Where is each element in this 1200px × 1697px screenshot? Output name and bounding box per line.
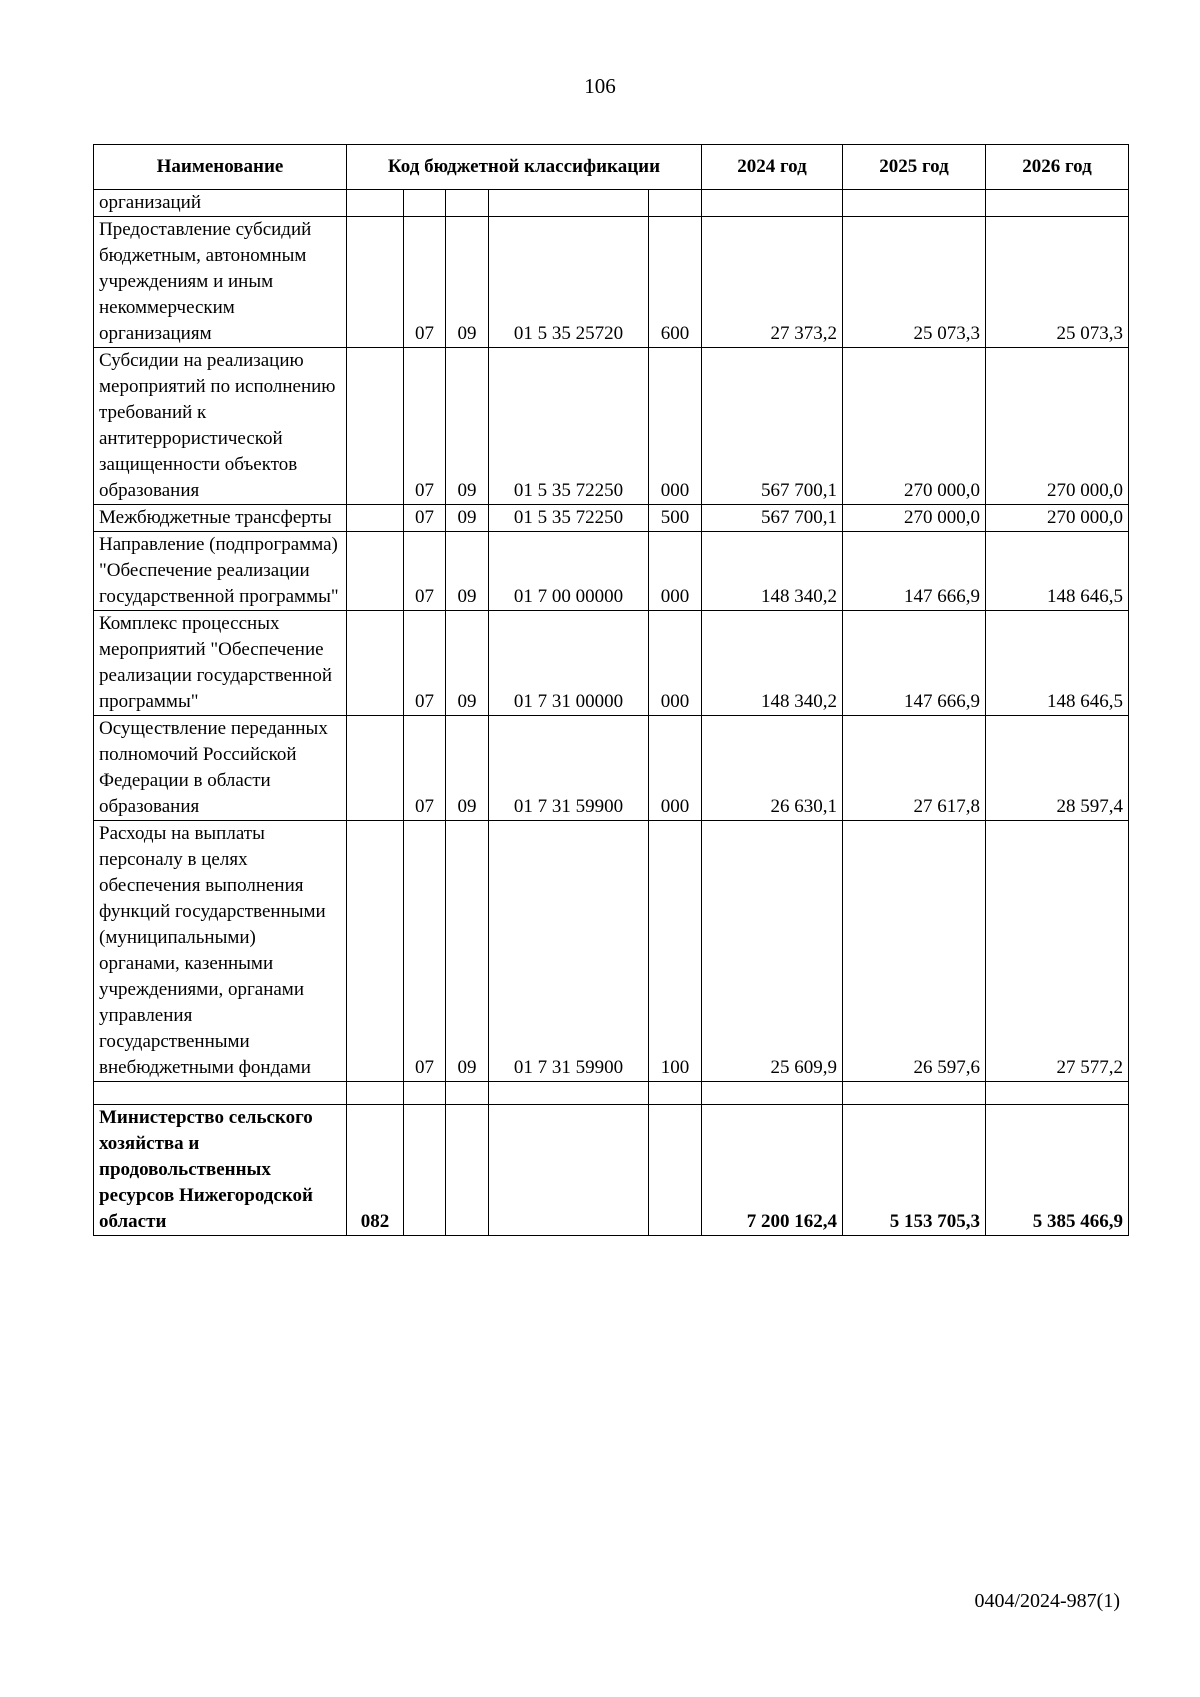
value-2024: 567 700,1 [702,505,843,532]
code-section: 07 [404,532,446,611]
code-ministry [347,1082,404,1105]
code-section [404,1082,446,1105]
code-target-article: 01 5 35 72250 [489,348,649,505]
code-target-article [489,190,649,217]
code-subsection: 09 [446,505,489,532]
code-expense-type [649,190,702,217]
code-section [404,1105,446,1236]
value-2026: 148 646,5 [986,532,1129,611]
code-section: 07 [404,348,446,505]
table-row [94,505,1129,532]
code-expense-type: 000 [649,532,702,611]
value-2024 [702,1082,843,1105]
code-expense-type: 000 [649,716,702,821]
code-target-article [489,1105,649,1236]
table-row [94,532,1129,611]
code-section [404,190,446,217]
table-row [94,716,1129,821]
row-name: Комплекс процессных мероприятий "Обеспечение реализации государственной программы" [94,611,347,716]
budget-table [93,144,1129,1236]
value-2025 [843,1082,986,1105]
code-ministry [347,821,404,1082]
code-target-article: 01 5 35 25720 [489,217,649,348]
value-2024: 567 700,1 [702,348,843,505]
value-2025: 26 597,6 [843,821,986,1082]
value-2025: 147 666,9 [843,611,986,716]
value-2025: 270 000,0 [843,505,986,532]
code-subsection: 09 [446,716,489,821]
code-subsection [446,190,489,217]
code-subsection: 09 [446,611,489,716]
code-section: 07 [404,716,446,821]
value-2026 [986,1082,1129,1105]
table-row [94,217,1129,348]
row-name [94,1082,347,1105]
code-section: 07 [404,217,446,348]
row-name: организаций [94,190,347,217]
code-ministry [347,190,404,217]
value-2024 [702,190,843,217]
code-ministry [347,217,404,348]
value-2024: 26 630,1 [702,716,843,821]
code-expense-type [649,1105,702,1236]
code-section: 07 [404,821,446,1082]
table-header-row [94,145,1129,190]
value-2026: 25 073,3 [986,217,1129,348]
code-target-article: 01 7 31 00000 [489,611,649,716]
value-2025: 5 153 705,3 [843,1105,986,1236]
row-name: Межбюджетные трансферты [94,505,347,532]
code-expense-type: 600 [649,217,702,348]
value-2024: 148 340,2 [702,532,843,611]
header-2024: 2024 год [702,145,843,190]
row-name: Министерство сельского хозяйства и продовольственных ресурсов Нижегородской области [94,1105,347,1236]
document-id: 0404/2024-987(1) [974,1590,1120,1612]
row-name: Осуществление переданных полномочий Российской Федерации в области образования [94,716,347,821]
table-row [94,611,1129,716]
value-2026: 28 597,4 [986,716,1129,821]
value-2026: 270 000,0 [986,505,1129,532]
table-row-ministry-total [94,1105,1129,1236]
value-2024: 25 609,9 [702,821,843,1082]
table-row [94,348,1129,505]
code-ministry [347,348,404,505]
value-2024: 27 373,2 [702,217,843,348]
row-name: Направление (подпрограмма) "Обеспечение реализации государственной программы" [94,532,347,611]
code-section: 07 [404,505,446,532]
code-expense-type: 100 [649,821,702,1082]
value-2026: 5 385 466,9 [986,1105,1129,1236]
row-name: Предоставление субсидий бюджетным, автономным учреждениям и иным некоммерческим организациям [94,217,347,348]
table-row-empty [94,1082,1129,1105]
code-subsection [446,1105,489,1236]
code-expense-type: 000 [649,348,702,505]
code-subsection: 09 [446,821,489,1082]
value-2024: 7 200 162,4 [702,1105,843,1236]
code-subsection: 09 [446,532,489,611]
row-name: Субсидии на реализацию мероприятий по исполнению требований к антитеррористической защищенности объектов образования [94,348,347,505]
table-row [94,190,1129,217]
code-ministry [347,611,404,716]
code-target-article: 01 7 31 59900 [489,821,649,1082]
value-2026: 27 577,2 [986,821,1129,1082]
table-row [94,821,1129,1082]
code-expense-type: 000 [649,611,702,716]
value-2025: 270 000,0 [843,348,986,505]
value-2025: 147 666,9 [843,532,986,611]
value-2024: 148 340,2 [702,611,843,716]
page-number: 106 [584,74,616,98]
header-2026: 2026 год [986,145,1129,190]
code-ministry [347,505,404,532]
value-2026 [986,190,1129,217]
header-name: Наименование [94,145,347,190]
code-section: 07 [404,611,446,716]
row-name: Расходы на выплаты персоналу в целях обеспечения выполнения функций государственными (муниципальными) органами, казенными учреждениями, органами управления государственными внебюджетными фондами [94,821,347,1082]
code-subsection: 09 [446,348,489,505]
value-2025: 25 073,3 [843,217,986,348]
code-ministry [347,532,404,611]
code-ministry [347,716,404,821]
value-2026: 148 646,5 [986,611,1129,716]
code-target-article: 01 7 00 00000 [489,532,649,611]
value-2026: 270 000,0 [986,348,1129,505]
code-subsection: 09 [446,217,489,348]
value-2025 [843,190,986,217]
code-expense-type [649,1082,702,1105]
header-budget-code: Код бюджетной классификации [347,145,702,190]
code-expense-type: 500 [649,505,702,532]
code-target-article [489,1082,649,1105]
header-2025: 2025 год [843,145,986,190]
code-subsection [446,1082,489,1105]
value-2025: 27 617,8 [843,716,986,821]
code-ministry: 082 [347,1105,404,1236]
code-target-article: 01 7 31 59900 [489,716,649,821]
code-target-article: 01 5 35 72250 [489,505,649,532]
